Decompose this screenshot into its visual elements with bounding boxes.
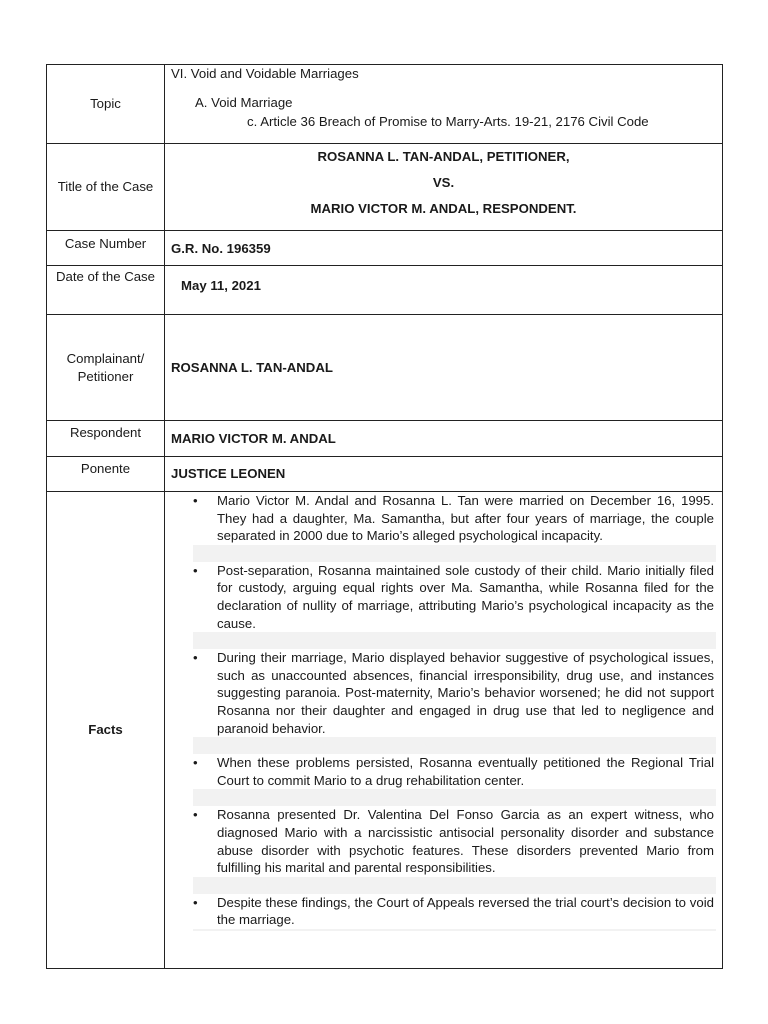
title-value xyxy=(165,144,723,231)
complainant-label: Complainant/ Petitioner xyxy=(47,315,165,421)
topic-value xyxy=(165,65,723,144)
date-row xyxy=(47,266,723,315)
topic-row xyxy=(47,65,723,144)
title-respondent: MARIO VICTOR M. ANDAL, RESPONDENT. xyxy=(310,201,577,216)
title-label: Title of the Case xyxy=(47,144,165,231)
ponente-label: Ponente xyxy=(47,457,165,492)
facts-item xyxy=(193,562,716,632)
facts-list xyxy=(193,492,716,929)
topic-label: Topic xyxy=(47,65,165,144)
ponente-value: JUSTICE LEONEN xyxy=(165,457,723,492)
title-vs: VS. xyxy=(432,175,455,190)
bullet-icon: • xyxy=(193,807,198,823)
date-label: Date of the Case xyxy=(47,266,165,315)
bullet-icon: • xyxy=(193,493,198,508)
facts-item xyxy=(193,492,716,545)
bullet-icon: • xyxy=(193,562,198,578)
topic-line-2: A. Void Marriage xyxy=(195,94,293,110)
title-petitioner: ROSANNA L. TAN-ANDAL, PETITIONER, xyxy=(317,149,570,164)
facts-item-text: During their marriage, Mario displayed behavior suggestive of psychological issues, such as unaccounted absences, financial irresponsibility, drug use, and instances suggesting paranoia. Post-maternity, Mario’s behavior worsened; he did not support Rosanna nor their daughter and engaged in drug use that led to negligence and paranoid behavior. xyxy=(217,650,714,736)
bullet-icon: • xyxy=(193,755,198,771)
bullet-icon: • xyxy=(193,650,198,666)
facts-item xyxy=(193,806,716,876)
facts-item-text: Despite these findings, the Court of Appeals reversed the trial court’s decision to void the marriage. xyxy=(217,894,714,928)
facts-row xyxy=(47,492,723,969)
facts-item xyxy=(193,754,716,789)
bullet-icon: • xyxy=(193,894,198,910)
facts-item xyxy=(193,894,716,929)
case-number-value: G.R. No. 196359 xyxy=(165,231,723,266)
date-value: May 11, 2021 xyxy=(165,266,723,315)
facts-item-text: Rosanna presented Dr. Valentina Del Fonso Garcia as an expert witness, who diagnosed Mario with a narcissistic antisocial personality disorder and substance abuse disorder with psychotic features. These disorders prevented Mario from fulfilling his marital and parental responsibilities. xyxy=(217,807,714,876)
case-number-label: Case Number xyxy=(47,231,165,266)
complainant-value: ROSANNA L. TAN-ANDAL xyxy=(165,315,723,421)
facts-item-text: Post-separation, Rosanna maintained sole custody of their child. Mario initially filed for custody, arguing equal rights over Ma. Samantha, while Rosanna filed for the declaration of nullity of marriage, attributing Mario’s psychological incapacity as the cause. xyxy=(217,562,714,631)
respondent-row xyxy=(47,421,723,457)
facts-item-text: When these problems persisted, Rosanna eventually petitioned the Regional Trial Court to commit Mario to a drug rehabilitation center. xyxy=(217,755,714,788)
title-row xyxy=(47,144,723,231)
facts-item-text: Mario Victor M. Andal and Rosanna L. Tan were married on December 16, 1995. They had a daughter, Ma. Samantha, but after four years of marriage, the couple separated in 2000 due to Mario’s alleged psychological incapacity. xyxy=(217,493,714,544)
topic-line-3: c. Article 36 Breach of Promise to Marry-Arts. 19-21, 2176 Civil Code xyxy=(247,114,649,129)
case-digest-table xyxy=(46,64,723,969)
complainant-row xyxy=(47,315,723,421)
facts-value xyxy=(165,492,723,969)
facts-item xyxy=(193,649,716,737)
ponente-row xyxy=(47,457,723,492)
case-number-row xyxy=(47,231,723,266)
facts-label: Facts xyxy=(47,492,165,969)
respondent-label: Respondent xyxy=(47,421,165,457)
respondent-value: MARIO VICTOR M. ANDAL xyxy=(165,421,723,457)
topic-line-1: VI. Void and Voidable Marriages xyxy=(171,66,359,81)
